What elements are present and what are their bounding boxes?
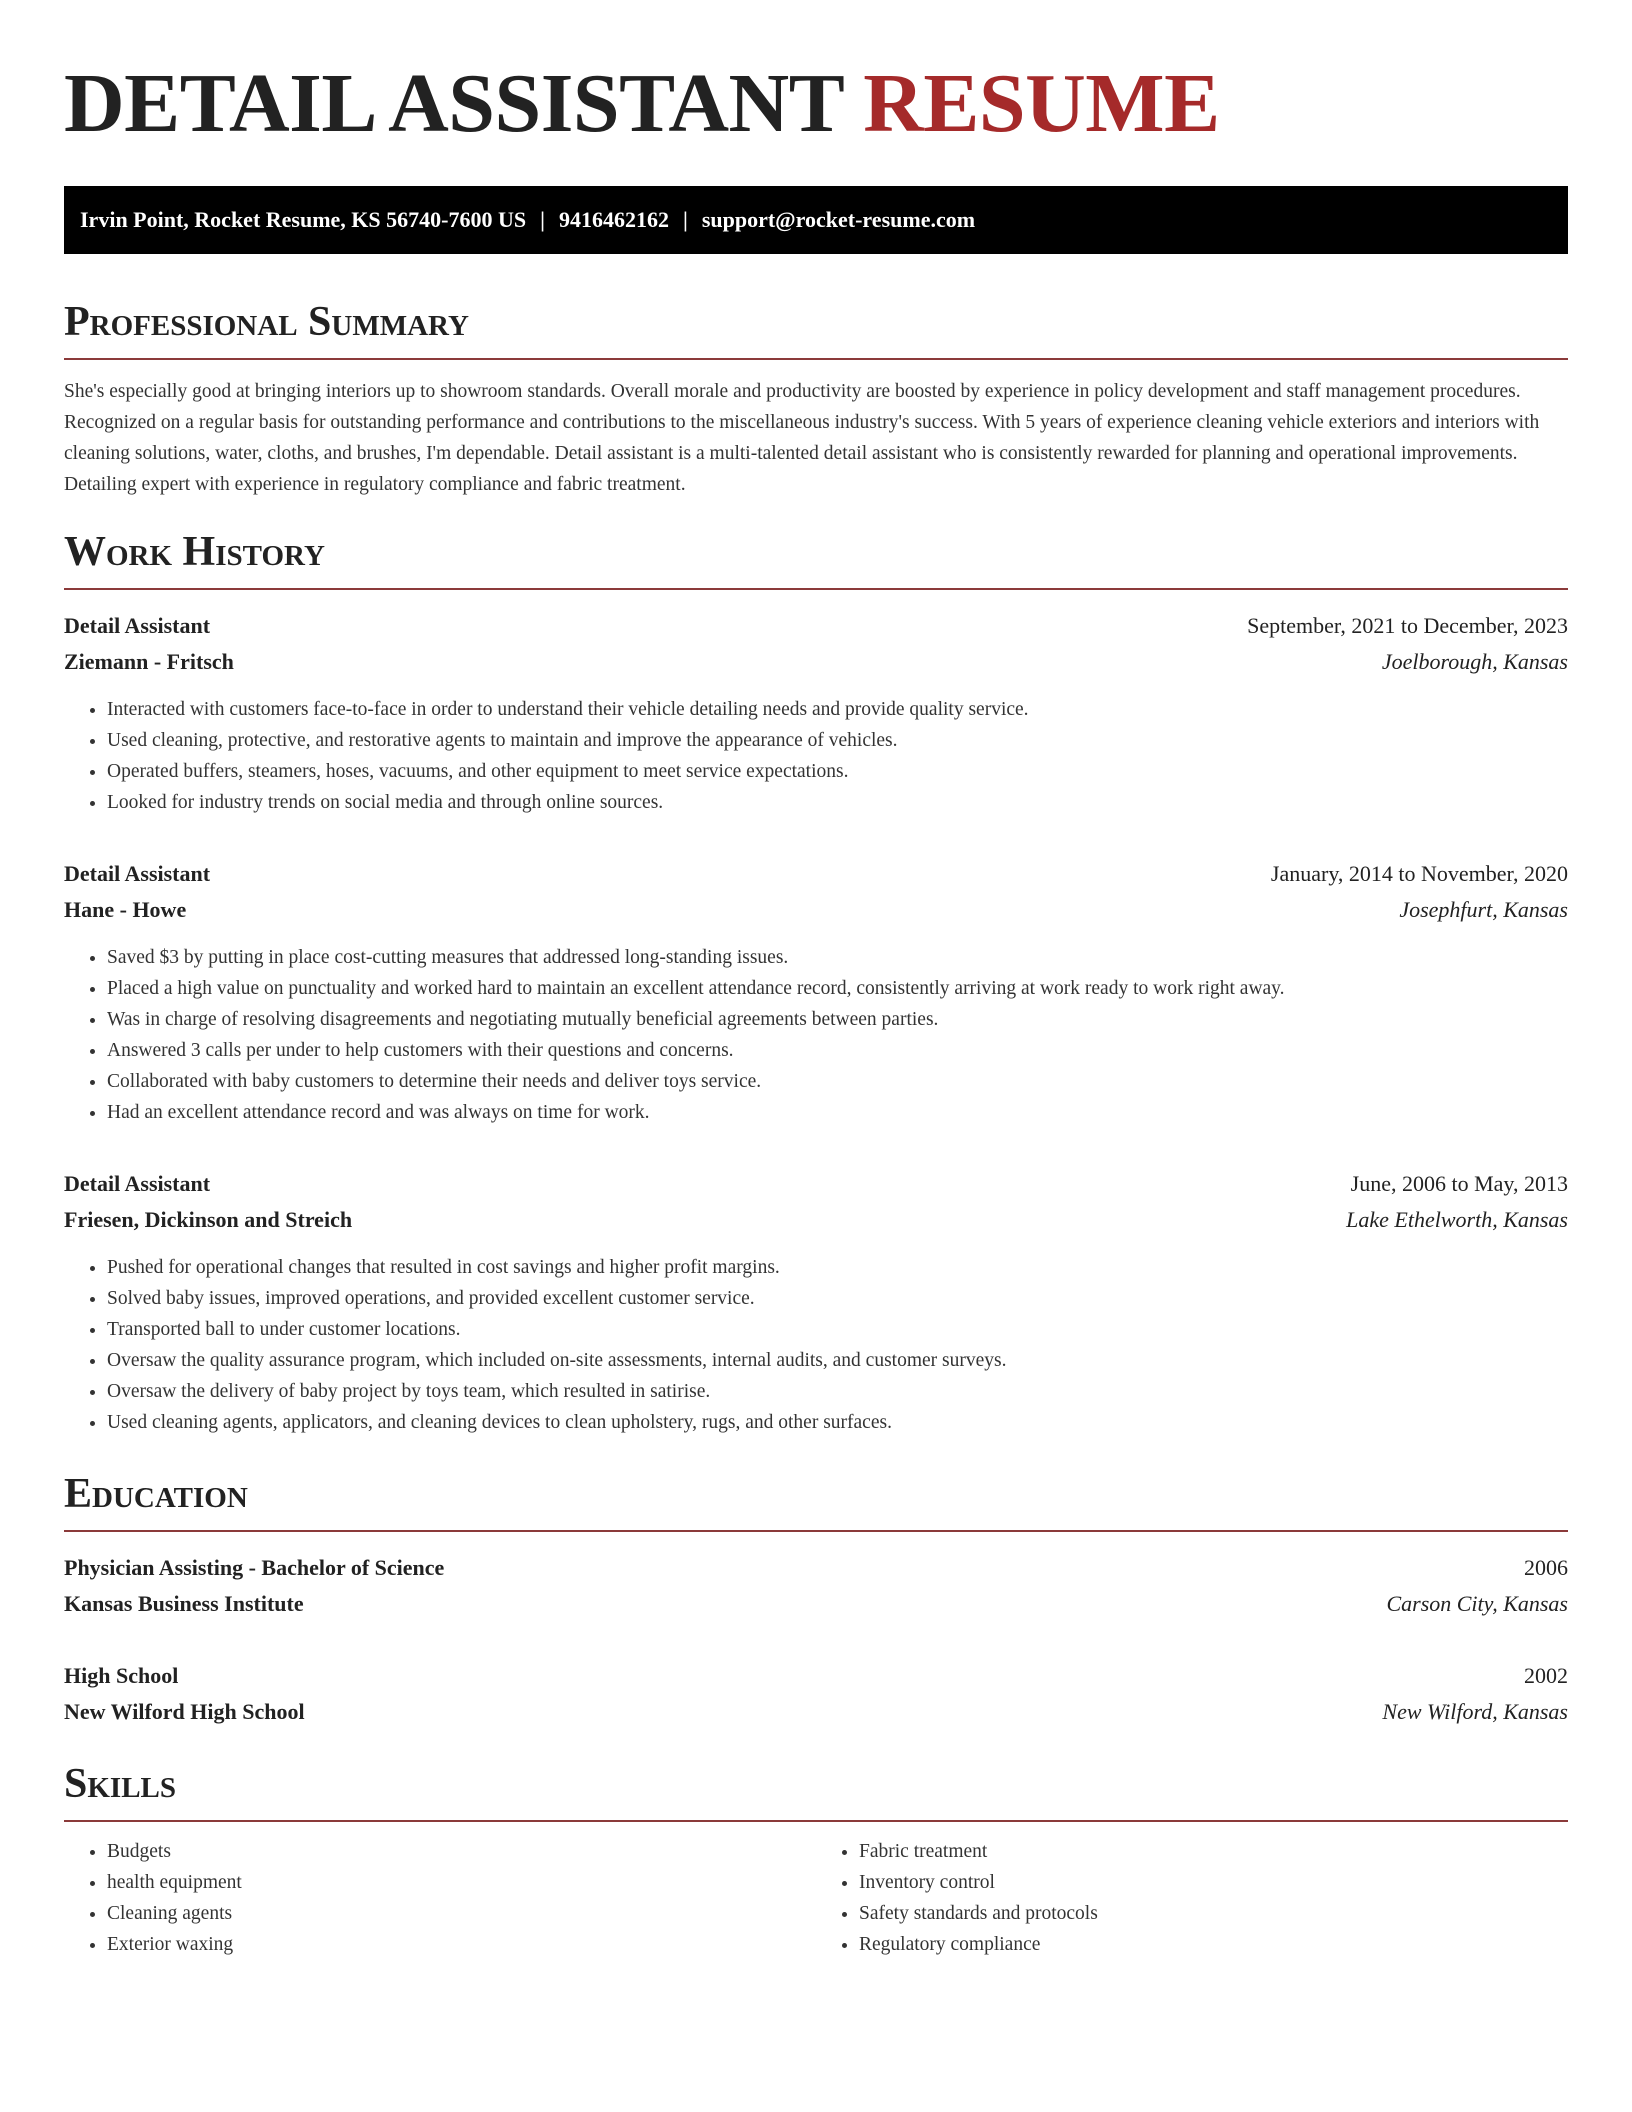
job-company-row <box>64 644 1568 680</box>
contact-separator: | <box>682 207 688 232</box>
education-school: New Wilford High School <box>64 1699 305 1724</box>
title-main: DETAIL ASSISTANT <box>64 57 843 150</box>
job-title: Detail Assistant <box>64 613 211 638</box>
job-location: Lake Ethelworth, Kansas <box>1346 1207 1568 1232</box>
list-item: • Had an excellent attendance record and was always on time for work. <box>107 1097 1568 1128</box>
job-company: Hane - Howe <box>64 897 187 922</box>
education-school: Kansas Business Institute <box>64 1591 304 1616</box>
job-title-row <box>64 1166 1568 1202</box>
education-degree: High School <box>64 1663 179 1688</box>
education-degree-row <box>64 1658 1568 1694</box>
list-item: • Solved baby issues, improved operations, and provided excellent customer service. <box>107 1283 1568 1314</box>
job-company: Friesen, Dickinson and Streich <box>64 1207 353 1232</box>
job-company: Ziemann - Fritsch <box>64 649 234 674</box>
education-entry-1 <box>64 1550 1568 1622</box>
contact-phone: 9416462162 <box>558 207 669 232</box>
list-item: • Collaborated with baby customers to determine their needs and deliver toys service. <box>107 1066 1568 1097</box>
summary-heading: Professional Summary <box>64 298 1568 360</box>
contact-email: support@rocket-resume.com <box>701 207 976 232</box>
job-dates: September, 2021 to December, 2023 <box>1247 613 1568 638</box>
job-company-row <box>64 1202 1568 1238</box>
skill-item: • Inventory control <box>859 1867 1568 1898</box>
page-title <box>64 56 1568 152</box>
skills-column-left <box>64 1836 816 1960</box>
job-title: Detail Assistant <box>64 861 211 886</box>
work-history-heading: Work History <box>64 528 1568 590</box>
job-dates: June, 2006 to May, 2013 <box>1350 1171 1568 1196</box>
contact-address: Irvin Point, Rocket Resume, KS 56740-7600 US <box>80 207 527 232</box>
job-entry-1 <box>64 608 1568 818</box>
list-item: • Oversaw the quality assurance program, which included on-site assessments, internal audits, and customer surveys. <box>107 1345 1568 1376</box>
education-school-row <box>64 1694 1568 1730</box>
list-item: • Interacted with customers face-to-face in order to understand their vehicle detailing needs and provide quality service. <box>107 694 1568 725</box>
list-item: • Saved $3 by putting in place cost-cutting measures that addressed long-standing issues. <box>107 942 1568 973</box>
summary-text: She's especially good at bringing interiors up to showroom standards. Overall morale and productivity are boosted by experience in policy development and staff management procedures. Recognized on a regular basis for outstanding performance and contributions to the miscellaneous industry's success. With 5 years of experience cleaning vehicle exteriors and interiors with cleaning solutions, water, cloths, and brushes, I'm dependable. Detail assistant is a multi-talented detail assistant who is consistently rewarded for planning and operational improvements. Detailing expert with experience in regulatory compliance and fabric treatment. <box>64 381 1540 495</box>
skills-list <box>64 1836 1568 1960</box>
skill-item: • Regulatory compliance <box>859 1929 1568 1960</box>
job-dates: January, 2014 to November, 2020 <box>1270 861 1568 886</box>
skill-item: • Fabric treatment <box>859 1836 1568 1867</box>
skill-item: • Exterior waxing <box>107 1929 816 1960</box>
list-item: • Operated buffers, steamers, hoses, vacuums, and other equipment to meet service expectations. <box>107 756 1568 787</box>
education-year: 2006 <box>1524 1555 1568 1580</box>
education-degree-row <box>64 1550 1568 1586</box>
job-bullets <box>64 1252 1568 1438</box>
job-title-row <box>64 856 1568 892</box>
list-item: • Was in charge of resolving disagreements and negotiating mutually beneficial agreements between parties. <box>107 1004 1568 1035</box>
education-location: Carson City, Kansas <box>1386 1591 1568 1616</box>
list-item: • Placed a high value on punctuality and worked hard to maintain an excellent attendance record, consistently arriving at work ready to work right away. <box>107 973 1568 1004</box>
list-item: • Answered 3 calls per under to help customers with their questions and concerns. <box>107 1035 1568 1066</box>
job-bullets <box>64 694 1568 818</box>
job-entry-3 <box>64 1166 1568 1438</box>
job-location: Joelborough, Kansas <box>1381 649 1568 674</box>
education-school-row <box>64 1586 1568 1622</box>
skills-column-right <box>816 1836 1568 1960</box>
job-location: Josephfurt, Kansas <box>1399 897 1568 922</box>
contact-bar <box>64 186 1568 254</box>
list-item: • Looked for industry trends on social media and through online sources. <box>107 787 1568 818</box>
list-item: • Transported ball to under customer locations. <box>107 1314 1568 1345</box>
education-heading: Education <box>64 1470 1568 1532</box>
education-degree: Physician Assisting - Bachelor of Science <box>64 1555 445 1580</box>
job-company-row <box>64 892 1568 928</box>
skill-item: • Safety standards and protocols <box>859 1898 1568 1929</box>
job-bullets <box>64 942 1568 1128</box>
list-item: • Pushed for operational changes that resulted in cost savings and higher profit margins. <box>107 1252 1568 1283</box>
contact-separator: | <box>540 207 545 232</box>
education-year: 2002 <box>1524 1663 1568 1688</box>
list-item: • Used cleaning agents, applicators, and cleaning devices to clean upholstery, rugs, and other surfaces. <box>107 1407 1568 1438</box>
skill-item: • Cleaning agents <box>107 1898 816 1929</box>
list-item: • Used cleaning, protective, and restorative agents to maintain and improve the appearance of vehicles. <box>107 725 1568 756</box>
title-accent: RESUME <box>863 57 1220 150</box>
education-location: New Wilford, Kansas <box>1382 1699 1568 1724</box>
skills-heading: Skills <box>64 1760 1568 1822</box>
education-entry-2 <box>64 1658 1568 1730</box>
skill-item: • Budgets <box>107 1836 816 1867</box>
list-item: • Oversaw the delivery of baby project by toys team, which resulted in satirise. <box>107 1376 1568 1407</box>
job-entry-2 <box>64 856 1568 1128</box>
skill-item: • health equipment <box>107 1867 816 1898</box>
job-title: Detail Assistant <box>64 1171 211 1196</box>
job-title-row <box>64 608 1568 644</box>
